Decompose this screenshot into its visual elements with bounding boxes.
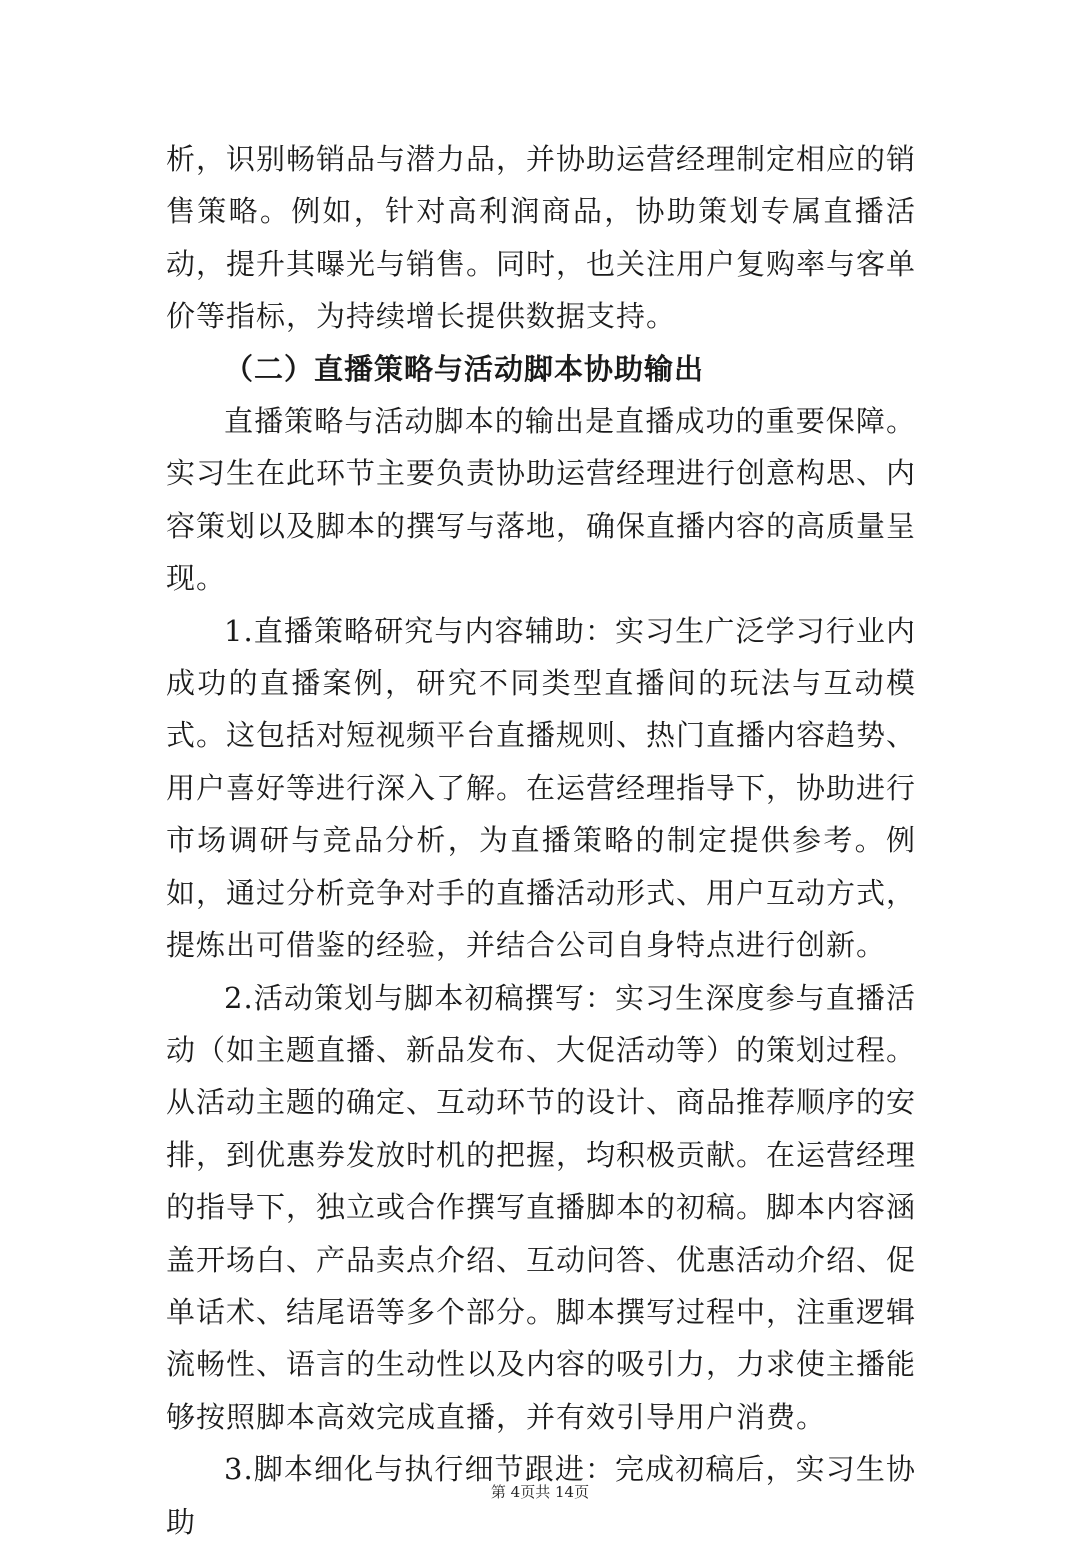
paragraph-item-2: 2.活动策划与脚本初稿撰写：实习生深度参与直播活动（如主题直播、新品发布、大促活动等）的策划过程。从活动主题的确定、互动环节的设计、商品推荐顺序的安排，到优惠券发放时机的把握，均积极贡献。在运营经理的指导下，独立或合作撰写直播脚本的初稿。脚本内容涵盖开场白、产品卖点介绍、互动问答、优惠活动介绍、促单话术、结尾语等多个部分。脚本撰写过程中，注重逻辑流畅性、语言的生动性以及内容的吸引力，力求使主播能够按照脚本高效完成直播，并有效引导用户消费。	[166, 980, 917, 1434]
document-body	[166, 133, 916, 1548]
paragraph-item-1: 1.直播策略研究与内容辅助：实习生广泛学习行业内成功的直播案例，研究不同类型直播间的玩法与互动模式。这包括对短视频平台直播规则、热门直播内容趋势、用户喜好等进行深入了解。在运营经理指导下，协助进行市场调研与竞品分析，为直播策略的制定提供参考。例如，通过分析竞争对手的直播活动形式、用户互动方式，提炼出可借鉴的经验，并结合公司自身特点进行创新。	[166, 613, 917, 963]
paragraph-item-3: 3.脚本细化与执行细节跟进：完成初稿后，实习生协助	[166, 1452, 916, 1539]
section-heading: （二）直播策略与活动脚本协助输出	[224, 351, 705, 386]
paragraph-continued: 析，识别畅销品与潜力品，并协助运营经理制定相应的销售策略。例如，针对高利润商品，协助策划专属直播活动，提升其曝光与销售。同时，也关注用户复购率与客单价等指标，为持续增长提供数据支持。	[166, 142, 917, 334]
page-number: 第 4页共 14页	[490, 1483, 590, 1501]
paragraph-intro: 直播策略与活动脚本的输出是直播成功的重要保障。实习生在此环节主要负责协助运营经理进行创意构思、内容策划以及脚本的撰写与落地，确保直播内容的高质量呈现。	[166, 404, 917, 596]
